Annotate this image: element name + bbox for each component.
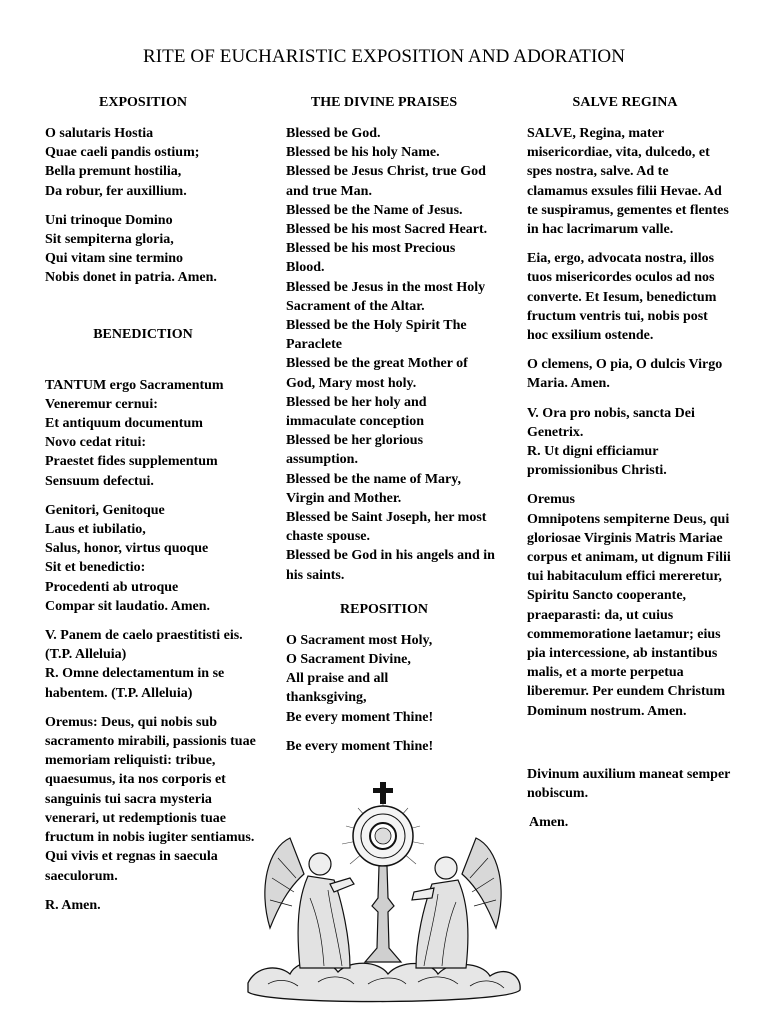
verse-line: Sit et benedictio: bbox=[45, 560, 146, 576]
closing-blessing bbox=[527, 765, 732, 803]
reposition-refrain bbox=[286, 737, 496, 756]
left-column bbox=[45, 94, 257, 925]
verse-line: All praise and all bbox=[286, 671, 389, 687]
verse-line: Sit sempiterna gloria, bbox=[45, 232, 174, 248]
praise-line: Blessed be his most Sacred Heart. bbox=[286, 222, 488, 238]
salve-regina-para-2 bbox=[527, 249, 732, 345]
middle-column bbox=[286, 94, 496, 766]
benediction-versicles bbox=[45, 626, 257, 703]
verse-line: Novo cedat ritui: bbox=[45, 435, 147, 451]
response: R. Ut digni efficiamur promissionibus Christi. bbox=[527, 444, 667, 479]
exposition-stanza-2 bbox=[45, 211, 257, 288]
praise-line: Blessed be Jesus Christ, true God and true Man. bbox=[286, 164, 486, 199]
salve-regina-para-3 bbox=[527, 355, 732, 393]
reposition-stanza bbox=[286, 631, 496, 727]
divine-praises-heading: THE DIVINE PRAISES bbox=[310, 95, 458, 110]
praise-line: Blessed be the great Mother of God, Mary most holy. bbox=[286, 356, 468, 391]
closing-text: Divinum auxilium maneat semper nobiscum. bbox=[527, 766, 731, 802]
verse-line: Da robur, fer auxillium. bbox=[45, 183, 187, 199]
page-title: RITE OF EUCHARISTIC EXPOSITION AND ADORATION bbox=[142, 46, 626, 67]
verse-line: Compar sit laudatio. Amen. bbox=[45, 598, 211, 614]
verse-line: Be every moment Thine! bbox=[286, 709, 434, 725]
prayer-text: Oremus: Deus, qui nobis sub sacramento mirabili, passionis tuae memoriam reliquisti: tribue, quaesumus, ita nos corporis et sanguinis tui sacra mysteria venerari, ut redemptionis tuae fructum in nobis iugiter sentiamus. Qui vivis et regnas in saecula saeculorum. bbox=[45, 714, 256, 884]
verse-line: Quae caeli pandis ostium; bbox=[45, 145, 200, 161]
benediction-prayer bbox=[45, 713, 257, 886]
reposition-heading: REPOSITION bbox=[340, 601, 428, 617]
praise-line: Blessed be his holy Name. bbox=[286, 145, 440, 161]
verse-line: Nobis donet in patria. Amen. bbox=[45, 270, 217, 286]
versicle: V. Panem de caelo praestitisti eis. (T.P. Alleluia) bbox=[45, 628, 243, 663]
benediction-heading: BENEDICTION bbox=[93, 326, 193, 342]
prayer-text: Omnipotens sempiterne Deus, qui gloriosae Virginis Matris Mariae corpus et animam, ut dignum Filii tui habitaculum effici mereretur, Spiritu Sancto cooperante, praeparasti: da, ut cuius commemoratione laetamur; eius pia intercessione, ab instantibus malis, et a morte perpetua liberemur. Per eundem Christum Dominum nostrum. Amen. bbox=[527, 511, 731, 719]
verse-line: Salus, honor, virtus quoque bbox=[45, 541, 209, 557]
salve-regina-oremus bbox=[527, 490, 732, 720]
verse-line: Bella premunt hostilia, bbox=[45, 164, 182, 180]
verse-line: Genitori, Genitoque bbox=[45, 502, 165, 518]
salve-regina-heading: SALVE REGINA bbox=[572, 95, 678, 110]
praise-line: Blessed be Jesus in the most Holy Sacrament of the Altar. bbox=[286, 279, 486, 314]
praise-line: Blessed be God. bbox=[286, 126, 381, 141]
verse-line: Et antiquum documentum bbox=[45, 416, 203, 432]
praise-line: Blessed be his most Precious Blood. bbox=[286, 241, 456, 276]
benediction-stanza-1 bbox=[45, 376, 257, 491]
praise-line: Blessed be God in his angels and in his saints. bbox=[286, 548, 495, 583]
verse-line: O Sacrament most Holy, bbox=[286, 632, 433, 648]
verse-line: O Sacrament Divine, bbox=[286, 652, 411, 668]
verse-line: Laus et iubilatio, bbox=[45, 522, 146, 538]
verse-line: O salutaris Hostia bbox=[45, 126, 154, 141]
salve-regina-versicles bbox=[527, 404, 732, 481]
amen-response: Amen. bbox=[529, 815, 569, 831]
praise-line: Blessed be Saint Joseph, her most chaste spouse. bbox=[286, 510, 487, 545]
oremus-label: Oremus bbox=[527, 492, 575, 508]
right-column bbox=[527, 94, 732, 843]
benediction-amen bbox=[45, 896, 257, 915]
verse-line: Veneremur cernui: bbox=[45, 396, 158, 412]
monstrance-with-kneeling-angels-icon bbox=[238, 778, 528, 1008]
verse-line: TANTUM ergo Sacramentum bbox=[45, 377, 224, 393]
prayer-text: Eia, ergo, advocata nostra, illos tuos misericordes oculos ad nos converte. Et Iesum, benedictum fructum ventris tui, nobis post hoc exsilium ostende. bbox=[527, 251, 717, 344]
versicle: V. Ora pro nobis, sancta Dei Genetrix. bbox=[527, 405, 695, 440]
praise-line: Blessed be the Holy Spirit The Paraclete bbox=[286, 318, 467, 353]
closing-amen bbox=[527, 813, 732, 832]
prayer-text: O clemens, O pia, O dulcis Virgo Maria. Amen. bbox=[527, 357, 723, 392]
verse-line: Sensuum defectui. bbox=[45, 473, 154, 489]
verse-line: Procedenti ab utroque bbox=[45, 579, 179, 595]
exposition-stanza-1 bbox=[45, 124, 257, 201]
praise-line: Blessed be the Name of Jesus. bbox=[286, 202, 463, 218]
refrain-line: Be every moment Thine! bbox=[286, 738, 434, 754]
prayer-text: SALVE, Regina, mater misericordiae, vita, dulcedo, et spes nostra, salve. Ad te clamamus exsules filii Hevae. Ad te suspiramus, gementes et flentes in hac lacrimarum valle. bbox=[527, 126, 729, 238]
praise-line: Blessed be the name of Mary, Virgin and Mother. bbox=[286, 471, 461, 506]
divine-praises-list bbox=[286, 124, 496, 585]
verse-line: Praestet fides supplementum bbox=[45, 454, 218, 470]
exposition-heading: EXPOSITION bbox=[99, 95, 187, 110]
verse-line: Qui vitam sine termino bbox=[45, 251, 184, 267]
amen-response: R. Amen. bbox=[45, 897, 101, 913]
verse-line: thanksgiving, bbox=[286, 690, 367, 706]
praise-line: Blessed be her glorious assumption. bbox=[286, 433, 424, 468]
salve-regina-para-1 bbox=[527, 124, 732, 239]
response: R. Omne delectamentum in se habentem. (T.P. Alleluia) bbox=[45, 666, 225, 701]
benediction-stanza-2 bbox=[45, 501, 257, 616]
verse-line: Uni trinoque Domino bbox=[45, 212, 173, 228]
praise-line: Blessed be her holy and immaculate conception bbox=[286, 394, 427, 430]
